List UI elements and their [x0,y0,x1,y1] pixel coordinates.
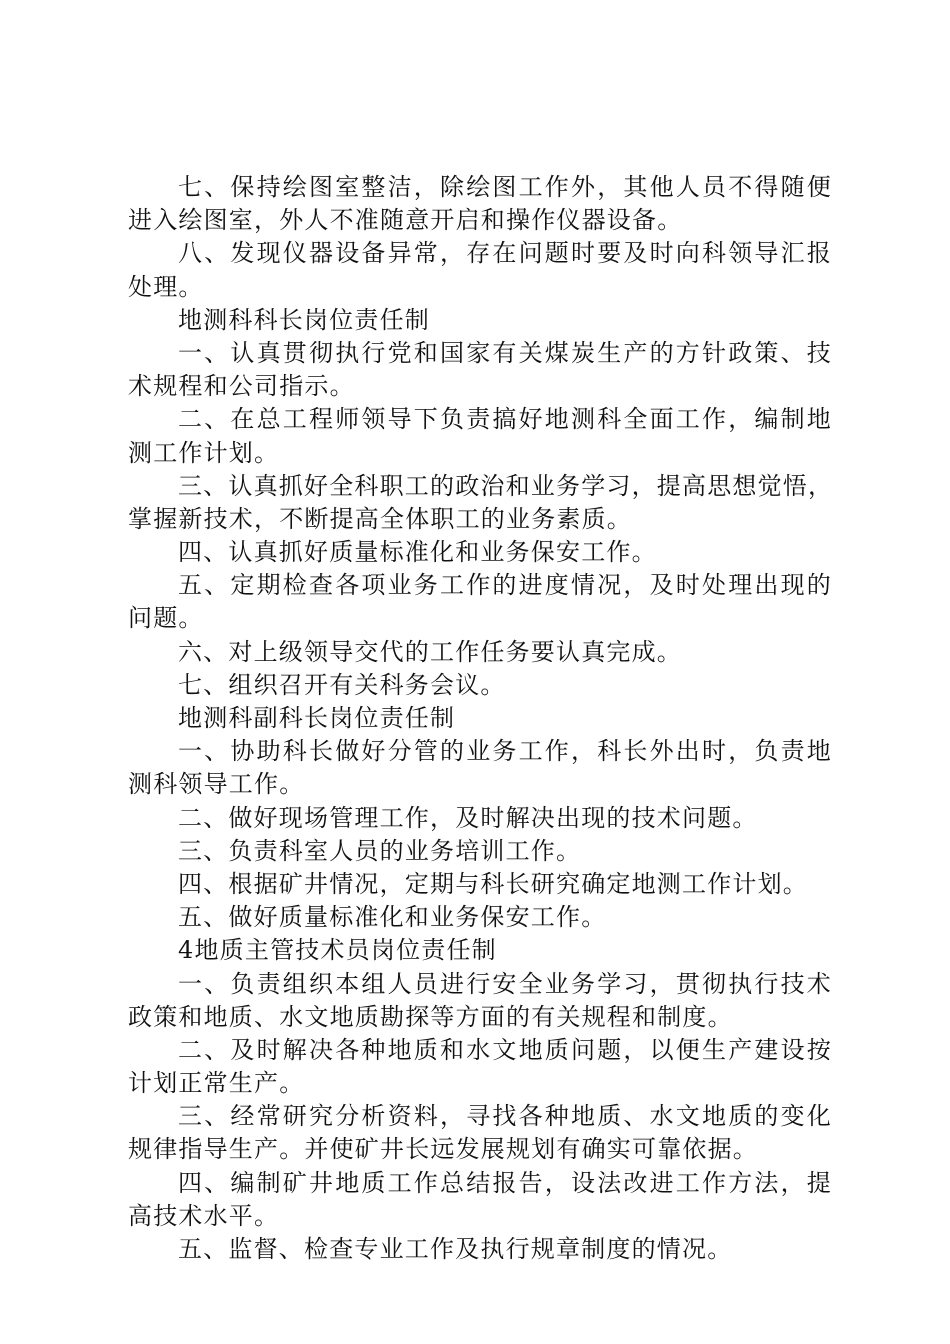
text-line: 掌握新技术，不断提高全体职工的业务素质。 [128,504,632,533]
text-line: 一、协助科长做好分管的业务工作，科长外出时，负责地 [178,737,832,766]
text-line: 计划正常生产。 [128,1069,305,1098]
text-line: 规律指导生产。并使矿井长远发展规划有确实可靠依据。 [128,1135,758,1164]
text-line: 测科领导工作。 [128,770,305,799]
text-line: 高技术水平。 [128,1201,280,1230]
text-line: 七、组织召开有关科务会议。 [178,670,506,699]
text-line: 五、监督、检查专业工作及执行规章制度的情况。 [178,1235,733,1263]
text-line: 地测科副科长岗位责任制 [178,704,456,732]
text-line: 测工作计划。 [128,438,280,467]
text-line: 处理。 [128,272,204,301]
text-line: 四、认真抓好质量标准化和业务保安工作。 [178,538,657,567]
text-line: 八、发现仪器设备异常，存在问题时要及时向科领导汇报 [178,239,832,268]
text-line: 二、做好现场管理工作，及时解决出现的技术问题。 [178,803,758,832]
text-line: 地测科科长岗位责任制 [178,305,430,334]
text-line: 三、经常研究分析资料，寻找各种地质、水文地质的变化 [178,1102,832,1131]
text-line: 七、保持绘图室整洁，除绘图工作外，其他人员不得随便 [178,173,832,201]
text-line: 一、认真贯彻执行党和国家有关煤炭生产的方针政策、技 [178,338,832,367]
text-line: 问题。 [128,604,204,633]
text-line: 进入绘图室，外人不准随意开启和操作仪器设备。 [128,206,683,235]
text-line: 五、做好质量标准化和业务保安工作。 [178,903,607,932]
text-line: 三、负责科室人员的业务培训工作。 [178,836,582,865]
text-line: 五、定期检查各项业务工作的进度情况，及时处理出现的 [178,571,832,600]
text-line: 二、在总工程师领导下负责搞好地测科全面工作，编制地 [178,405,832,434]
text-line: 政策和地质、水文地质勘探等方面的有关规程和制度。 [128,1002,733,1031]
text-line: 4地质主管技术员岗位责任制 [178,936,497,965]
text-line: 四、根据矿井情况，定期与科长研究确定地测工作计划。 [178,869,808,898]
text-line: 一、负责组织本组人员进行安全业务学习，贯彻执行技术 [178,969,832,998]
text-line: 六、对上级领导交代的工作任务要认真完成。 [178,637,682,666]
text-line: 二、及时解决各种地质和水文地质问题，以便生产建设按 [178,1035,832,1064]
text-line: 三、认真抓好全科职工的政治和业务学习，提高思想觉悟， [178,471,834,500]
text-line: 术规程和公司指示。 [128,372,355,401]
text-line: 四、编制矿井地质工作总结报告，设法改进工作方法，提 [178,1168,832,1197]
